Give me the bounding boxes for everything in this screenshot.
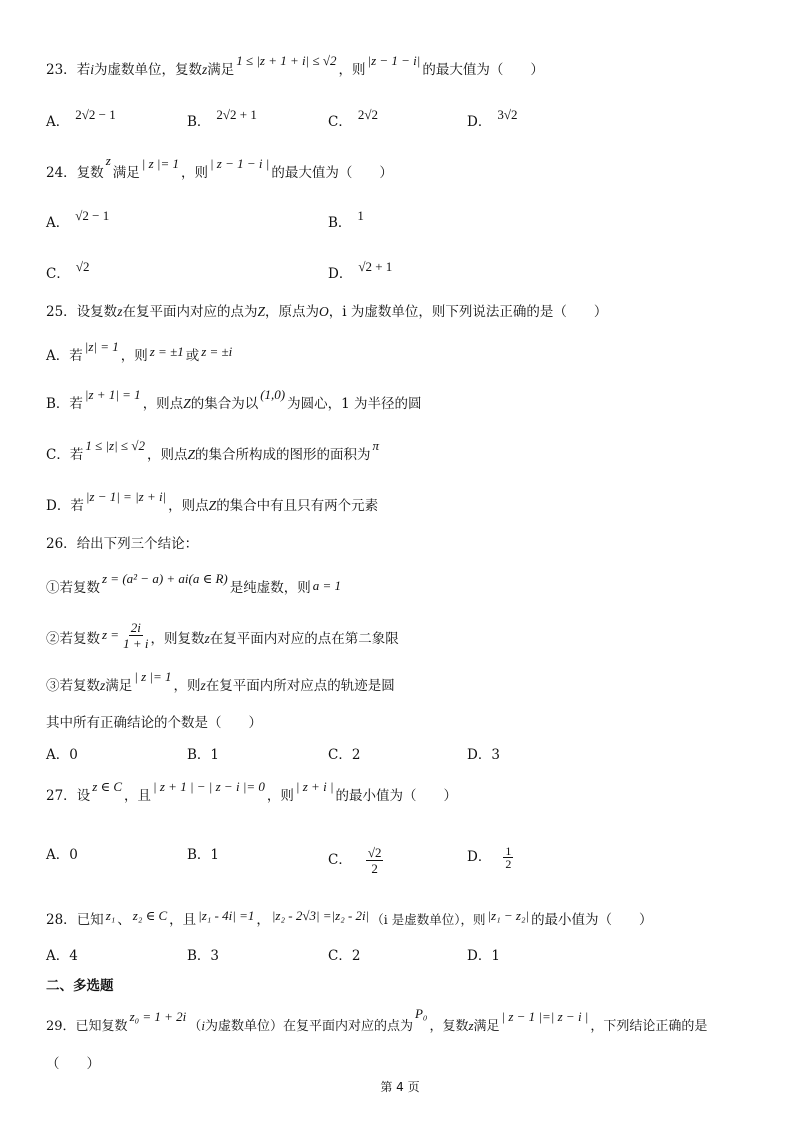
stem-text: 其中所有正确结论的个数是（ ） bbox=[46, 715, 262, 731]
option-text: 或 bbox=[185, 348, 200, 364]
option-text: 的集合中有且只有两个元素 bbox=[216, 498, 379, 514]
fraction-denominator: 2 bbox=[371, 861, 378, 876]
math-expression: z = (a² − a) + ai(a ∈ R) bbox=[102, 571, 228, 586]
math-expression: z ∈ C bbox=[92, 779, 123, 794]
option-text: ，则点 bbox=[146, 447, 188, 463]
stem-text: 复数 bbox=[76, 165, 104, 181]
option-label: A． bbox=[46, 948, 70, 964]
stem-text: 设 bbox=[76, 788, 91, 804]
q26-ask bbox=[46, 713, 262, 733]
math-expression: z = ±1 bbox=[149, 344, 184, 359]
option-c bbox=[328, 745, 360, 765]
stem-text: 已知复数 bbox=[75, 1019, 128, 1034]
math-expression: | z − 1 |=| z − i | bbox=[501, 1009, 589, 1024]
stem-text: ，且 bbox=[124, 788, 152, 804]
option-label: D． bbox=[467, 114, 492, 130]
option-b bbox=[328, 208, 364, 233]
question-number: 27． bbox=[46, 788, 77, 804]
option-value: 3 bbox=[491, 747, 500, 763]
option-c bbox=[46, 259, 90, 284]
option-label: A． bbox=[46, 114, 70, 130]
q26-statement-1 bbox=[46, 571, 343, 598]
math-var: z bbox=[200, 678, 206, 693]
option-value: 1 bbox=[210, 747, 220, 763]
stem-text: ，i 为虚数单位，则下列说法正确的是（ ） bbox=[328, 304, 608, 320]
option-text: 的集合所构成的图形的面积为 bbox=[194, 447, 371, 463]
math-var: Z bbox=[257, 304, 265, 319]
math-condition: | z |= 1 bbox=[141, 156, 179, 171]
question-29-stem bbox=[46, 1006, 708, 1037]
option-label: A． bbox=[46, 747, 70, 763]
math-var: Z bbox=[187, 447, 195, 462]
option-text: 为圆心，1 为半径的圆 bbox=[287, 396, 422, 412]
stem-text: 满足 bbox=[207, 62, 235, 78]
math-expression: |z₁ - 4i| =1 bbox=[198, 908, 255, 923]
fraction-numerator: 1 bbox=[505, 844, 512, 858]
option-label: D． bbox=[467, 948, 492, 964]
stem-text: 的最大值为（ ） bbox=[422, 62, 544, 78]
stem-text: 为虚数单位，复数 bbox=[93, 62, 202, 78]
stem-text: 若 bbox=[76, 62, 91, 78]
option-value: 2√2 + 1 bbox=[216, 107, 257, 122]
statement-text: ②若复数 bbox=[46, 631, 100, 647]
q25-option-d bbox=[46, 489, 379, 516]
stem-text: 的最小值为（ ） bbox=[335, 788, 458, 804]
question-number: 25． bbox=[46, 304, 77, 320]
question-26-stem bbox=[46, 534, 198, 554]
stem-text: （ bbox=[188, 1019, 202, 1034]
option-value: √2 − 1 bbox=[75, 208, 110, 223]
option-value: 2 bbox=[351, 747, 361, 763]
math-expression: |z − 1| = |z + i| bbox=[85, 489, 167, 504]
q26-statement-2 bbox=[46, 620, 399, 655]
option-a bbox=[46, 107, 116, 132]
section-heading: 二、多选题 bbox=[46, 978, 114, 994]
option-a bbox=[46, 745, 78, 765]
page-number: 第 4 页 bbox=[380, 1080, 420, 1094]
question-23-stem bbox=[46, 53, 544, 80]
option-a bbox=[46, 845, 78, 865]
option-a bbox=[46, 208, 110, 233]
math-var: i bbox=[90, 62, 94, 77]
option-text: ，则 bbox=[120, 348, 148, 364]
option-value: √2 bbox=[75, 259, 90, 274]
statement-text: 在复平面内对应的点在第二象限 bbox=[209, 631, 399, 647]
option-d bbox=[467, 745, 500, 765]
fraction bbox=[503, 845, 513, 870]
math-expression: |z + 1| = 1 bbox=[84, 387, 141, 402]
math-expression: π bbox=[372, 438, 379, 453]
stem-text: 满足 bbox=[112, 165, 140, 181]
question-24-stem bbox=[46, 153, 393, 183]
statement-text: 满足 bbox=[105, 678, 133, 694]
question-28-stem bbox=[46, 910, 653, 930]
math-expression: z = bbox=[102, 627, 120, 642]
math-expression: | z |= 1 bbox=[134, 669, 172, 684]
option-label: C． bbox=[328, 747, 352, 763]
stem-text: （i 是虚数单位），则 bbox=[371, 912, 486, 927]
option-value: √2 + 1 bbox=[358, 259, 393, 274]
fraction-numerator: 2i bbox=[130, 620, 141, 635]
math-expression: |z − 1 − i| bbox=[367, 53, 421, 68]
math-expression: | z + 1 | − | z − i |= 0 bbox=[153, 779, 265, 794]
math-expression: 1 ≤ |z| ≤ √2 bbox=[85, 438, 145, 453]
math-var: z bbox=[100, 678, 106, 693]
stem-text: 的最小值为（ ） bbox=[531, 912, 653, 928]
question-number: 23． bbox=[46, 62, 77, 78]
math-expression: | z + i | bbox=[295, 779, 334, 794]
statement-text: ，则 bbox=[173, 678, 201, 694]
math-condition: 1 ≤ |z + 1 + i| ≤ √2 bbox=[236, 53, 337, 68]
option-value: 3√2 bbox=[497, 107, 518, 122]
option-label: A． bbox=[46, 847, 70, 863]
math-var: z bbox=[105, 153, 111, 168]
option-text: ，则点 bbox=[142, 396, 184, 412]
math-expression: P₀ bbox=[414, 1006, 428, 1021]
option-value: 3 bbox=[210, 948, 220, 964]
math-expression: z = ±i bbox=[201, 344, 233, 359]
option-c bbox=[328, 946, 360, 966]
option-value: 1 bbox=[210, 847, 220, 863]
option-b bbox=[187, 946, 219, 966]
option-c bbox=[328, 845, 383, 876]
fraction bbox=[121, 620, 150, 651]
statement-text: 是纯虚数，则 bbox=[229, 580, 311, 596]
option-b bbox=[187, 745, 219, 765]
option-text: 的集合为以 bbox=[190, 396, 259, 412]
option-label: C． bbox=[328, 852, 352, 868]
stem-text: 已知 bbox=[76, 912, 104, 928]
math-expression: z₂ ∈ C bbox=[132, 908, 168, 923]
statement-text: 在复平面内所对应点的轨迹是圆 bbox=[205, 678, 395, 694]
q25-option-c bbox=[46, 438, 381, 465]
option-label: C．若 bbox=[46, 447, 84, 463]
question-number: 24． bbox=[46, 165, 77, 181]
stem-text: ， bbox=[256, 912, 270, 928]
math-expression: (1,0) bbox=[260, 387, 286, 402]
fraction-denominator: 2 bbox=[505, 857, 512, 871]
question-27-stem bbox=[46, 779, 458, 806]
option-value: 2 bbox=[351, 948, 361, 964]
stem-text: 满足 bbox=[473, 1019, 500, 1034]
question-number: 26． bbox=[46, 536, 77, 552]
stem-text: ，且 bbox=[169, 912, 197, 928]
option-label: D． bbox=[467, 849, 492, 865]
stem-text: ，下列结论正确的是 bbox=[590, 1019, 708, 1034]
option-a bbox=[46, 946, 78, 966]
option-label: B． bbox=[187, 948, 211, 964]
question-25-stem bbox=[46, 302, 607, 322]
statement-text: ①若复数 bbox=[46, 580, 100, 596]
math-var: O bbox=[318, 304, 329, 319]
option-value: 1 bbox=[357, 208, 364, 223]
option-d bbox=[467, 107, 518, 132]
stem-text: ，原点为 bbox=[264, 304, 319, 320]
q26-statement-3 bbox=[46, 669, 395, 696]
stem-text: 、 bbox=[117, 912, 131, 928]
option-label: C． bbox=[46, 266, 70, 282]
math-expression: |z₁ − z₂| bbox=[487, 908, 530, 923]
math-var: z bbox=[468, 1018, 474, 1033]
math-expression: a = 1 bbox=[312, 578, 342, 593]
option-label: B．若 bbox=[46, 396, 83, 412]
option-label: B． bbox=[187, 114, 211, 130]
q25-option-b bbox=[46, 387, 422, 414]
question-29-paren: （ ） bbox=[46, 1056, 100, 1072]
math-expression: z₁ bbox=[105, 908, 116, 923]
stem-text: 的最大值为（ ） bbox=[271, 165, 393, 181]
option-value: 0 bbox=[69, 747, 78, 763]
option-label: C． bbox=[328, 948, 352, 964]
fraction-numerator: √2 bbox=[367, 845, 382, 860]
option-label: D．若 bbox=[46, 498, 84, 514]
option-label: B． bbox=[187, 747, 211, 763]
math-expression: |z₂ - 2√3| =|z₂ - 2i| bbox=[271, 908, 370, 923]
option-c bbox=[328, 107, 378, 132]
math-var: i bbox=[201, 1018, 205, 1033]
option-label: A．若 bbox=[46, 348, 83, 364]
option-label: D． bbox=[328, 266, 353, 282]
option-b bbox=[187, 107, 257, 132]
option-b bbox=[187, 845, 219, 865]
option-value: 2√2 bbox=[357, 107, 378, 122]
option-label: C． bbox=[328, 114, 352, 130]
option-d bbox=[467, 946, 500, 966]
option-label: D． bbox=[467, 747, 492, 763]
math-var: Z bbox=[208, 498, 217, 513]
fraction-denominator: 1 + i bbox=[123, 636, 149, 651]
math-var: Z bbox=[183, 396, 191, 411]
fraction bbox=[366, 845, 384, 876]
stem-text: 在复平面内对应的点为 bbox=[122, 304, 258, 320]
statement-text: ，则复数 bbox=[150, 631, 205, 647]
stem-text: 为虚数单位）在复平面内对应的点为 bbox=[204, 1019, 413, 1034]
stem-text: ，复数 bbox=[429, 1019, 469, 1034]
statement-text: ③若复数 bbox=[46, 678, 100, 694]
option-value: 2√2 − 1 bbox=[75, 107, 116, 122]
stem-text: ，则 bbox=[266, 788, 294, 804]
math-var: z bbox=[204, 631, 210, 646]
stem-text: 给出下列三个结论： bbox=[76, 536, 199, 552]
option-value: 1 bbox=[491, 948, 500, 964]
math-expression: | z − 1 − i | bbox=[209, 156, 270, 171]
option-d bbox=[328, 259, 393, 284]
math-expression: z₀ = 1 + 2i bbox=[129, 1009, 187, 1024]
option-label: A． bbox=[46, 215, 70, 231]
q25-option-a bbox=[46, 339, 234, 366]
math-var: z bbox=[201, 62, 208, 77]
option-label: B． bbox=[328, 215, 352, 231]
question-number: 28． bbox=[46, 912, 77, 928]
stem-text: 设复数 bbox=[76, 304, 118, 320]
option-text: ，则点 bbox=[168, 498, 209, 514]
stem-text: ，则 bbox=[338, 62, 366, 78]
option-value: 4 bbox=[69, 948, 78, 964]
math-var: z bbox=[117, 304, 123, 319]
option-value: 0 bbox=[69, 847, 78, 863]
option-d bbox=[467, 845, 513, 870]
math-expression: |z| = 1 bbox=[84, 339, 119, 354]
stem-text: ，则 bbox=[180, 165, 208, 181]
option-label: B． bbox=[187, 847, 211, 863]
question-number: 29． bbox=[46, 1019, 76, 1034]
